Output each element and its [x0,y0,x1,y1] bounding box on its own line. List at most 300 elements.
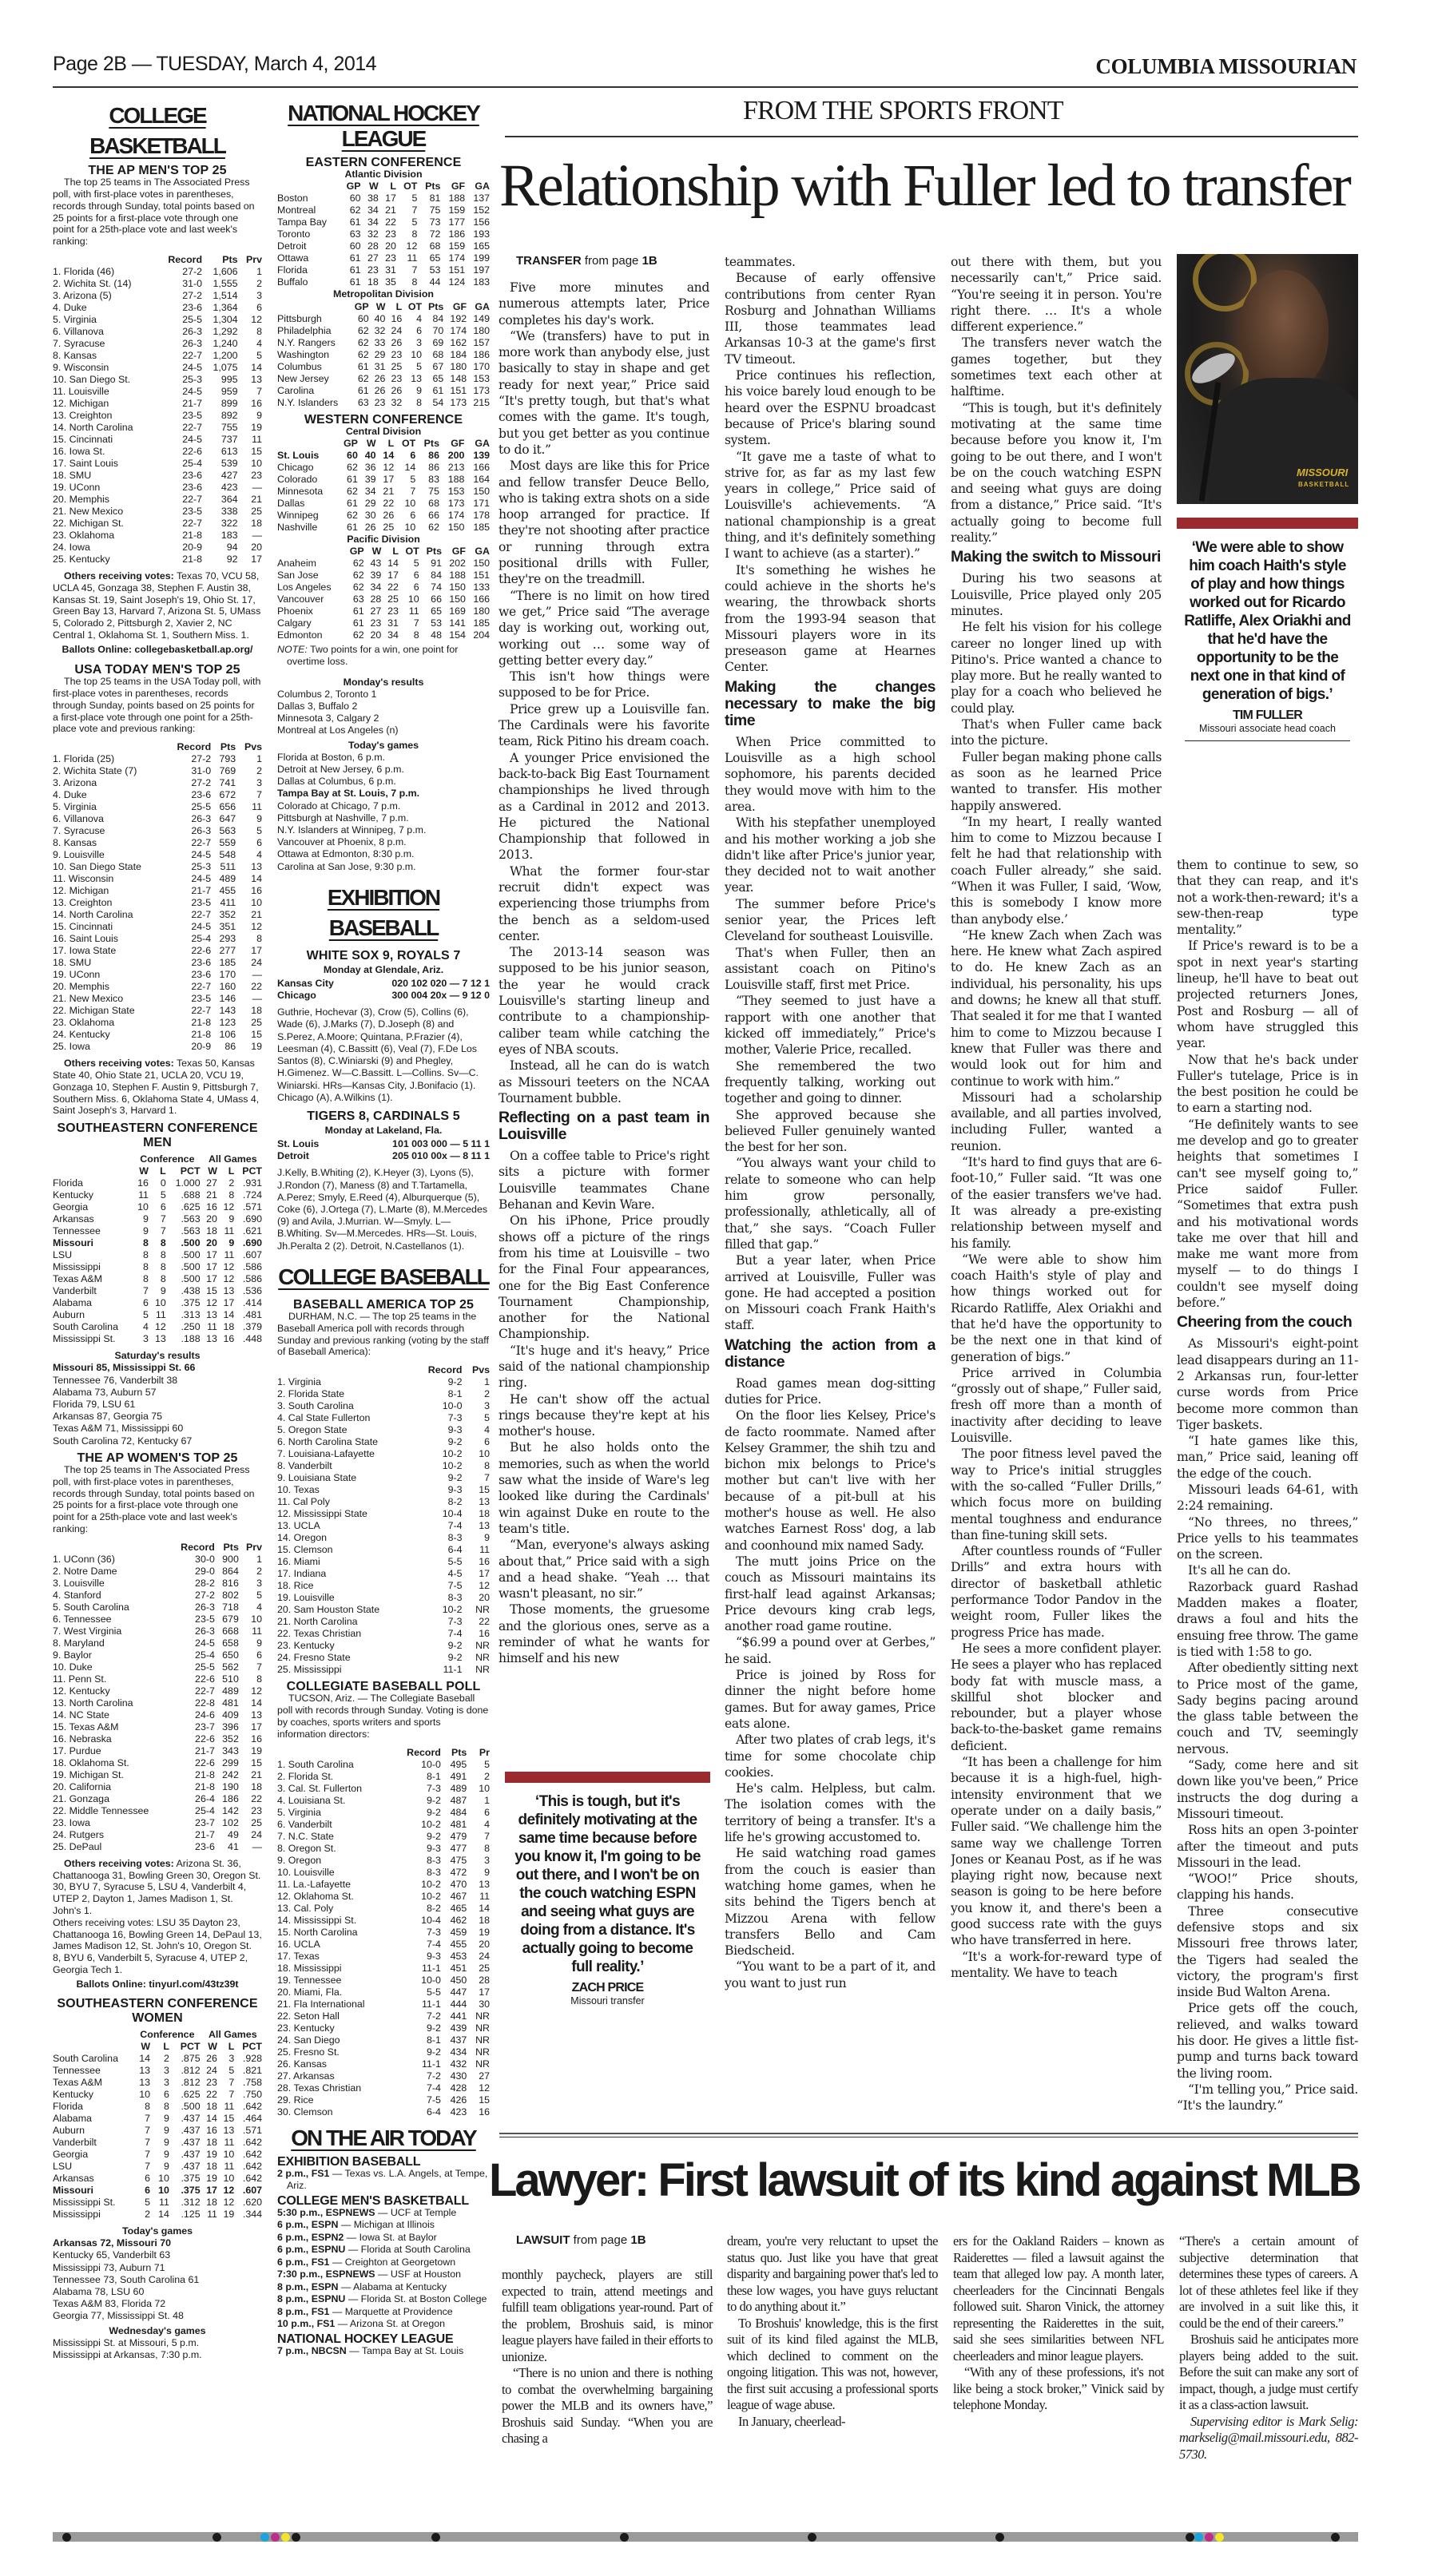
register-dot-yellow-icon [281,2533,290,2542]
result-line: Texas A&M 71, Mississippi 60 [53,1423,184,1435]
team-name: 23. Oklahoma [53,1017,115,1029]
cell-value: 21 [385,204,396,216]
cell-value: 150 [449,593,466,605]
paragraph: What the former four-star recruit didn't expect was experiencing those triumphs from the bench as a seldom-used center. [499,863,709,943]
table-row [53,777,262,789]
cell-value: 19 [223,2208,235,2220]
cell-value: 165 [473,240,490,252]
ap-men-ballots-link[interactable]: Ballots Online: collegebasketball.ap.org/ [62,643,253,655]
cell-value: .586 [242,1273,262,1285]
cell-value: 679 [222,1613,239,1625]
team-name: 18. SMU [53,469,92,481]
cell-value: 25-5 [191,801,212,813]
cell-value: 24-5 [195,1637,215,1649]
team-name: Kansas City [277,978,334,990]
cell-value: — [252,529,262,541]
result-line: Tampa Bay at St. Louis, 7 p.m. [277,788,420,800]
paragraph: “There's a certain amount of subjective determination that determines these types of careers. A lot of these athletes feel like if they are involved in a suit like this, it could be the end of their careers.” [1179,2233,1358,2331]
table-row [53,1297,262,1309]
cell-value: 23-6 [191,789,212,801]
cell-value: 62 [428,522,439,534]
cell-value: 32 [367,228,379,240]
cell-value: .414 [242,1297,262,1309]
linescore-row [277,1138,490,1150]
cell-value: NR [475,2034,490,2046]
cell-value: 7 [145,2112,151,2124]
team-name: 21. New Mexico [53,505,124,517]
col-header: PCT [242,1165,262,1177]
line-score: 205 010 00x — 8 11 1 [392,1150,490,1162]
table-row [53,1041,262,1053]
team-name: 11. Wisconsin [53,873,114,885]
ap-women-ballots-link[interactable]: Ballots Online: tinyurl.com/43tz39t [76,1978,239,1990]
table-row [277,240,490,252]
subhead: Reflecting on a past team in Louisville [499,1109,709,1144]
cell-value: 11-1 [421,1962,441,1974]
cell-value: 10 [479,1448,490,1460]
cell-value: 510 [222,1673,239,1685]
table-row [53,434,262,446]
team-name: South Carolina [53,2052,118,2064]
cell-value: 24-5 [191,921,212,933]
paragraph: “He knew Zach when Zach was here. He knew what Zach aspired to do. He knew Zach as an individual, his personality, his ups and downs; he knew all that stuff. That sealed it for me that I wanted him to come to Mizzou because I knew that Fuller was there and would look out for him and continue to work with him.” [951,927,1162,1089]
cell-value: 185 [473,522,490,534]
cell-value: 559 [219,837,236,849]
cell-value: 21-8 [191,1017,212,1029]
cell-value: 5 [484,1412,490,1424]
team-name: Columbus [277,360,322,372]
cell-value: 17 [223,1297,235,1309]
cb-intro: TUCSON, Ariz. — The Collegiate Baseball poll with records through Sunday. Voting is done by coaches, sports writers and sports information directors: [277,1693,489,1740]
table-row [277,1664,490,1676]
col-header: W [369,181,379,193]
cell-value: 495 [450,1758,467,1770]
cell-value: 25-4 [195,1804,215,1816]
cell-value: 7-3 [426,1782,441,1794]
cell-value: .812 [181,2064,201,2076]
result-line: Vancouver at Phoenix, 8 p.m. [277,836,407,848]
cell-value: 20 [251,541,262,553]
table-row [277,450,490,462]
cell-value: 4 [484,1424,490,1436]
ap-women-table [53,1542,262,1853]
paragraph: Price grew up a Louisville fan. The Cardinals were his favorite team, Rick Pitino his dream coach. [499,701,709,749]
cell-value: 35 [385,276,396,288]
paragraph: “With any of these professions, it's not like being a stock broker,” Vinick said by telephone Monday. [953,2364,1164,2412]
cell-value: 7 [160,1225,166,1237]
cell-value: 23-7 [195,1816,215,1828]
cell-value: 61 [347,522,358,534]
conference-title: EASTERN CONFERENCE [305,156,462,169]
cell-value: 2 [484,1388,490,1400]
table-row [53,1661,262,1673]
cell-value: 9-3 [426,1950,441,1962]
col-header: GA [475,300,490,312]
cell-value: 2 [256,1565,262,1577]
paragraph: A younger Price envisioned the back-to-back Big East Tournament championships he lived through as a Cardinal in 2012 and 2013. He pictured the National Championship that followed in 2013. [499,750,709,863]
table-row [277,1867,490,1879]
paragraph: During his two seasons at Louisville, Price played only 205 minutes. [951,571,1162,618]
cell-value: 7-4 [426,2082,441,2094]
cell-value: 23-5 [191,897,212,909]
cell-value: 49 [228,1828,239,1840]
story2-jump-line [516,2233,646,2247]
table-row [53,2113,262,2125]
paragraph: In January, cheerlead- [738,2413,846,2429]
table-row [277,1484,490,1496]
team-name: Vancouver [277,593,324,605]
cell-value: 18 [479,1914,490,1926]
col-header: Pts [223,1541,239,1553]
paragraph: She remembered the two frequently talking, working out together and going to dinner. [725,1058,935,1106]
table-row [53,422,262,434]
game-notes: Guthrie, Hochevar (3), Crow (5), Collins (6), Wade (6), J.Marks (7), D.Joseph (8) and S.Perez, A.Moore; Quintana, P.Frazier (4), Leesman (4), C.Bassitt (6), Veal (7), F.De Los Santos (8), C.Winiarski (9) and Phegley, H.Gimenez. W—C.Bassitt. L—Collins. Sv—C. Winiarski. HRs—Kansas City, J.Bonifacio (1). Chicago (A), A.Wilkins (1). [277,1006,479,1103]
cell-value: 22-7 [182,517,203,529]
cell-value: 21-8 [182,553,203,565]
broadcast-time: 6 p.m., ESPNU [277,2244,346,2256]
cell-value: 8-3 [426,1854,441,1866]
register-dot-icon [431,2533,440,2542]
team-name: Mississippi St. [53,1333,116,1345]
linescore-row [277,978,490,990]
cell-value: 26 [206,2052,217,2064]
team-name: Calgary [277,617,312,629]
kicker-rule [505,136,1358,137]
paragraph: Price is joined by Ross for dinner the night before home games. But for away games, Price eats alone. [725,1668,935,1731]
cell-value: 186 [448,228,466,240]
team-name: 14. Oregon [277,1532,327,1544]
result-line: Missouri 85, Mississippi St. 66 [53,1362,196,1374]
broadcast-listing [277,2207,490,2220]
pull-quote-title: Missouri associate head coach [1199,723,1336,734]
cell-value: 62 [357,324,369,336]
broadcast-game: Florida at South Carolina [360,2244,471,2256]
table-row [277,1939,490,1951]
cell-value: 15 [479,2094,490,2106]
cell-value: 23 [385,252,396,264]
cell-value: 7 [484,1472,490,1484]
cell-value: 23 [370,617,382,629]
team-name: St. Louis [277,1138,320,1150]
cell-value: 1,292 [213,325,238,337]
division-title: Atlantic Division [344,169,423,181]
cell-value: 656 [219,801,236,813]
paragraph [1177,2114,1358,2115]
cell-value: 8 [145,2100,151,2112]
cell-value: 159 [448,240,466,252]
paragraph: Five more minutes and numerous attempts later, Price completes his day's work. [499,280,709,327]
team-name: Edmonton [277,629,323,641]
cell-value: 17 [383,474,395,486]
col-header: L [392,546,399,558]
cell-value: 9 [256,409,262,421]
others-label: Others receiving votes: [64,570,174,581]
cell-value: 1,304 [213,313,238,325]
table-row [277,2022,490,2034]
cell-value: 23-5 [195,1613,215,1625]
division-table [277,181,490,288]
result-line: Colorado at Chicago, 7 p.m. [277,800,401,812]
cell-value: 6-4 [447,1544,463,1556]
line-score: 020 102 020 — 7 12 1 [391,978,490,990]
cell-value: 8 [228,1189,235,1201]
cell-value: 22-6 [195,1673,215,1685]
cell-value: 23-6 [191,969,212,981]
broadcast-listing [277,2318,490,2331]
cell-value: 8-1 [426,1770,441,1782]
cell-value: 10-2 [421,1890,441,1902]
cell-value: 5 [143,1309,149,1321]
col-header: Pts [222,253,238,265]
paragraph: If Price's reward is to be a spot in next year's starting lineup, he'll have to beat out projected returners Jones, Post and Rosburg — all of whom have struggled this year. [1177,939,1358,1051]
exhibition-baseball-title: EXHIBITION BASEBALL [327,884,440,940]
table-row [277,1472,490,1484]
cell-value: 1,240 [213,337,238,349]
game-title: WHITE SOX 9, ROYALS 7 [306,948,461,963]
usa-men-intro: The top 25 teams in the USA Today poll, with first-place votes in parentheses, records through Sunday, points based on 25 points for a first-place vote through one point for a 25th-place vote and previous ranking: [53,676,261,735]
cell-value: 2 [164,2052,169,2064]
cell-value: 26-4 [195,1792,215,1804]
cell-value: 4 [143,1321,149,1333]
cell-value: .642 [242,2100,262,2112]
jump-page-link[interactable]: 1B [642,254,657,268]
team-name: Kentucky [53,1189,93,1201]
table-row [277,1400,490,1412]
paragraph: He felt his vision for his college career no longer lined up with Pitino's. Price wanted a chance to play more. But he really wanted to play for a coach who believed he could play. [951,620,1162,716]
table-row [277,1807,490,1819]
table-row [53,1841,262,1853]
cell-value: 16 [137,1177,149,1189]
cell-value: 9-2 [426,2022,441,2034]
cell-value: 24 [251,957,262,969]
col-header: Record [181,1541,215,1553]
table-row [277,558,490,570]
cell-value: .437 [181,2148,201,2160]
table-row [277,1652,490,1664]
cell-value: 30 [479,1998,490,2010]
cell-value: 75 [429,204,441,216]
cell-value: 28 [367,240,379,252]
page-folio: Page 2B — TUESDAY, March 4, 2014 [53,53,377,75]
cell-value: 62 [357,336,369,348]
cell-value: 6 [256,1649,262,1661]
team-name: 12. Michigan [53,397,109,409]
ap-women-intro: The top 25 teams in The Associated Press poll, with first-place votes in parentheses, records through Sunday, total points based on 25 points for a first-place vote through one point for a 25th-place vote and last week's ranking: [53,1463,255,1534]
cell-value: — [252,481,262,493]
table-row [53,362,262,374]
team-name: 7. N.C. State [277,1830,334,1842]
college-baseball-title: COLLEGE BASEBALL [278,1264,489,1289]
cell-value: 6 [256,301,262,313]
cell-value: 18 [206,2196,217,2208]
cell-value: 9-2 [447,1436,463,1448]
cell-value: 995 [220,373,238,385]
team-name: Pittsburgh [277,312,322,324]
cell-value: 26-3 [191,825,212,837]
cell-value: 151 [448,264,466,276]
cell-value: 9-2 [426,1830,441,1842]
cell-value: 1.000 [175,1177,201,1189]
register-dot-icon [620,2533,629,2542]
table-row [53,969,262,981]
paragraph: Road games mean dog-sitting duties for Price. [725,1375,935,1407]
cell-value: .500 [181,1261,201,1273]
others-text: Texas 70, VCU 58, UCLA 45, Gonzaga 38, Stephen F. Austin 38, Kansas St. 19, Saint Joseph's 19, Ohio St. 17, Green Bay 13, Harvard 7, Arizona St. 5, UMass 5, Colorado 2, Pittsburgh 2, Xavier 2, NC Central 1, Oklahoma St. 1, Southern Miss. 1. [53,570,261,641]
cell-value: 40 [364,450,376,462]
team-name: 14. NC State [53,1709,109,1721]
cell-value: .758 [242,2076,262,2088]
table-row [53,801,262,813]
result-line: Carolina at San Jose, 9:30 p.m. [277,860,416,872]
cell-value: .642 [242,2136,262,2148]
cell-value: 299 [222,1756,239,1768]
cell-value: 459 [450,1926,467,1938]
broadcast-game: Arizona St. at Oregon [349,2318,446,2330]
table-row [277,2058,490,2070]
jump-page-link[interactable]: 1B [630,2233,646,2247]
cell-value: .437 [181,2136,201,2148]
cell-value: 11 [252,433,262,445]
col-header: L [395,300,403,312]
table-row [53,861,262,873]
table-row [53,2089,262,2101]
cell-value: 62 [352,581,364,593]
cell-value: 54 [432,396,444,408]
cell-value: 174 [450,324,467,336]
cell-value: 84 [431,570,442,581]
cell-value: 27 [370,605,382,617]
cell-value: 21 [206,1189,217,1201]
cell-value: 11 [224,1249,235,1261]
cell-value: 180 [450,360,467,372]
register-dot-cyan-icon [260,2533,269,2542]
dash: — [338,2219,354,2231]
cell-value: 5 [484,1758,490,1770]
table-row [53,2149,262,2161]
cell-value: 487 [450,1794,467,1806]
cell-value: 25-5 [195,1661,215,1673]
cell-value: 12 [223,1261,235,1273]
table-row [53,290,262,302]
cell-value: 16 [251,397,262,409]
paragraph: He's calm. Helpless, but calm. The isolation comes with the territory of being a transfer. It's a life he's growing accustomed to. [725,1781,935,1845]
cell-value: 20 [370,629,382,641]
sec-men-title: SOUTHEASTERN CONFERENCE MEN [57,1121,258,1150]
broadcast-category: EXHIBITION BASEBALL [277,2154,421,2169]
team-name: 1. South Carolina [277,1758,354,1770]
cell-value: 11 [159,2196,169,2208]
team-name: 11. Cal Poly [277,1496,330,1508]
cell-value: 9 [416,384,423,396]
cell-value: .563 [181,1225,201,1237]
cell-value: .642 [242,2148,262,2160]
cell-value: 21-8 [191,1029,212,1041]
cell-value: 3 [143,1333,149,1345]
register-dot-icon [1186,2533,1194,2542]
team-name: Toronto [277,228,311,240]
cell-value: 6 [164,2088,169,2100]
team-name: 21. Gonzaga [53,1792,109,1804]
cell-value: 102 [222,1816,239,1828]
cell-value: 24 [206,2064,217,2076]
cell-value: 7-4 [447,1520,463,1532]
cell-value: 1,364 [213,301,238,313]
table-row [53,885,262,897]
paragraph: Price gets off the couch, relieved, and walks toward his door. He gives a little fist-pump and turns back toward the living room. [1177,2001,1358,2081]
header-rule [53,86,1358,88]
cell-value: 40 [374,312,386,324]
nhl-note [277,644,490,668]
division-table [277,301,490,409]
col-header: GF [451,438,465,450]
cell-value: 1,555 [213,277,238,289]
cell-value: 25 [251,1816,262,1828]
team-name: 12. Kentucky [53,1685,110,1697]
team-name: 9. Louisville [53,849,105,861]
paragraph: Fuller began making phone calls as soon as he learned Price wanted to transfer. His mother happily answered. [951,749,1162,813]
broadcast-listing [277,2219,490,2232]
cell-value: 1,606 [213,265,238,277]
cell-value: 17 [206,2184,217,2196]
cell-value: 14 [139,2052,151,2064]
team-name: Dallas [277,498,305,510]
cell-value: 11 [224,1225,235,1237]
table-row [53,1817,262,1829]
jump-text: from page [584,254,639,268]
broadcast-game: Creighton at Georgetown [344,2256,456,2268]
cell-value: 13 [479,1496,490,1508]
table-row [277,1855,490,1867]
result-line: Kentucky 65, Vanderbilt 63 [53,2249,171,2261]
ap-men-intro: The top 25 teams in The Associated Press poll, with first-place votes in parentheses, records through Sunday, total points based on 25 points for a first-place vote through one point for a 25th-place vote and last week's ranking: [53,177,255,248]
table-row [277,1532,490,1544]
team-name: 10. San Diego State [53,861,141,873]
cell-value: .821 [242,2064,262,2076]
cell-value: 173 [447,498,465,510]
register-dot-cyan-icon [1194,2533,1203,2542]
team-name: Montreal [277,204,316,216]
cell-value: 61 [352,617,364,629]
cell-value: .500 [181,1237,201,1249]
cell-value: 10 [404,522,416,534]
table-row [53,2185,262,2197]
cell-value: .621 [242,1225,262,1237]
cell-value: 13 [139,2064,151,2076]
cell-value: 481 [450,1818,467,1830]
paragraph: He sees a more confident player. He sees a player who has replaced body fat with muscle mass, a skillful shot blocker and rebounder, but a player whose back-to-the-basket game remains deficient. [951,1641,1162,1753]
cell-value: 10 [158,2184,169,2196]
cell-value: 67 [432,360,444,372]
cell-value: 19 [251,421,262,433]
cell-value: 12 [251,921,262,933]
cell-value: 1 [484,1376,490,1388]
table-row [277,2082,490,2094]
cell-value: 5 [411,193,418,204]
team-name: 8. Vanderbilt [277,1460,332,1472]
team-name: 18. SMU [53,957,92,969]
team-name: 29. Rice [277,2094,314,2106]
cell-value: 8 [256,325,262,337]
cell-value: 8 [411,228,418,240]
cell-value: 21-8 [195,1768,215,1780]
table-row [53,1285,262,1297]
cell-value: 12 [479,2082,490,2094]
cell-value: 24-6 [195,1709,215,1721]
paragraph: It's all he can do. [1188,1563,1291,1578]
blank [277,301,348,313]
team-name: 5. Oregon State [277,1424,348,1436]
col-header: W [208,1165,217,1177]
